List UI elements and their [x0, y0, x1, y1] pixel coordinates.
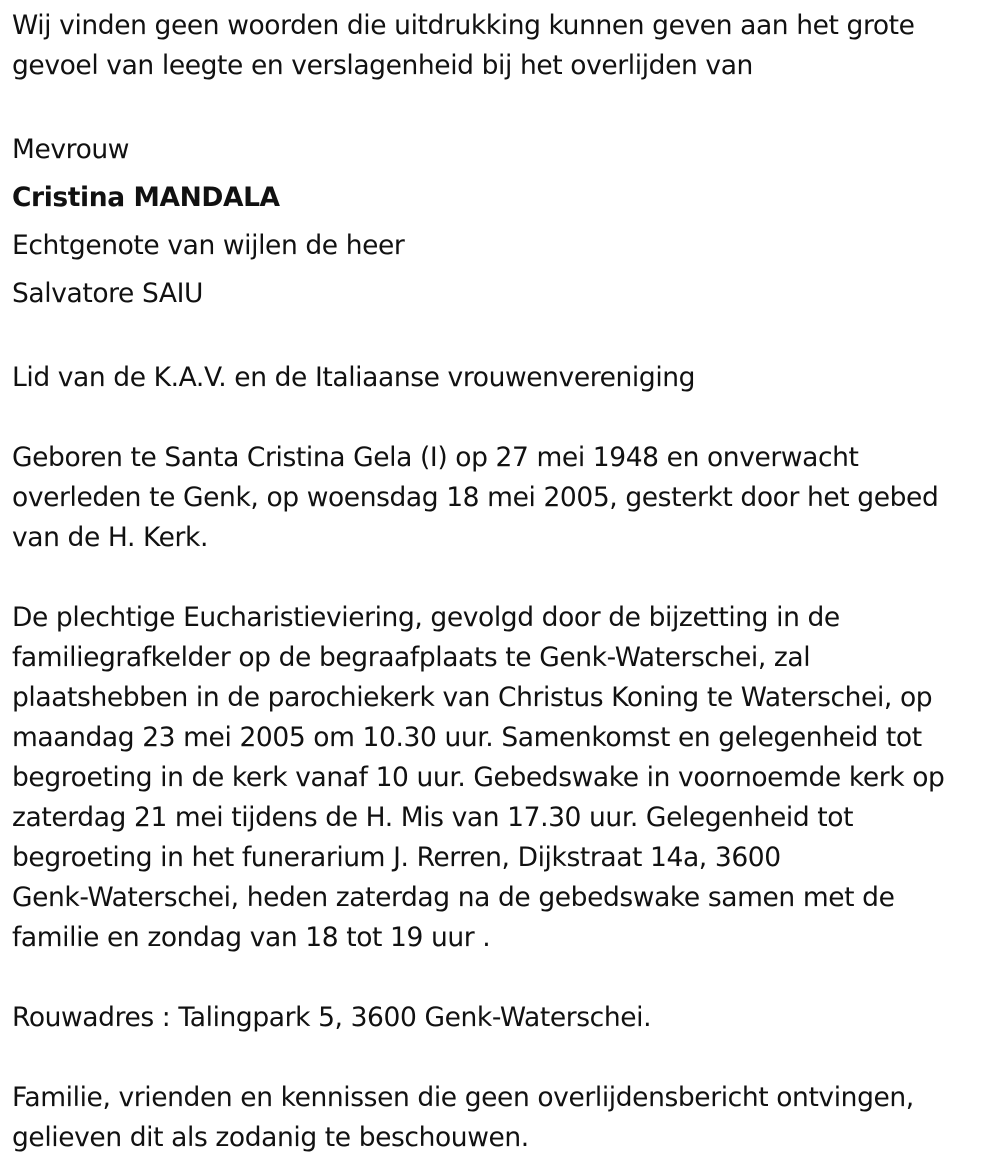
ceremony-line: zaterdag 21 mei tijdens de H. Mis van 17.30 uur. Gelegenheid tot — [12, 802, 854, 833]
spacer — [12, 86, 988, 126]
spouse-name: Salvatore SAIU — [12, 278, 204, 309]
intro-line: Wij vinden geen woorden die uitdrukking kunnen geven aan het grote — [12, 10, 915, 41]
birth-death-line: Geboren te Santa Cristina Gela (I) op 27 mei 1948 en onverwacht — [12, 442, 859, 473]
spacer — [12, 958, 988, 998]
closing-paragraph — [12, 1078, 988, 1158]
spacer — [12, 398, 988, 438]
membership-text: Lid van de K.A.V. en de Italiaanse vrouwenvereniging — [12, 362, 696, 393]
mourning-address: Rouwadres : Talingpark 5, 3600 Genk-Waterschei. — [12, 1002, 652, 1033]
deceased-block — [12, 126, 988, 318]
intro-paragraph — [12, 6, 988, 86]
relation-text: Echtgenote van wijlen de heer — [12, 230, 405, 261]
ceremony-line: familie en zondag van 18 tot 19 uur . — [12, 922, 491, 953]
birth-death-line: overleden te Genk, op woensdag 18 mei 2005, gesterkt door het gebed — [12, 482, 939, 513]
birth-death-paragraph — [12, 438, 988, 558]
ceremony-line: begroeting in het funerarium J. Rerren, Dijkstraat 14a, 3600 — [12, 842, 781, 873]
ceremony-line: plaatshebben in de parochiekerk van Christus Koning te Waterschei, op — [12, 682, 933, 713]
spacer — [12, 558, 988, 598]
ceremony-line: maandag 23 mei 2005 om 10.30 uur. Samenkomst en gelegenheid tot — [12, 722, 922, 753]
ceremony-line: De plechtige Eucharistieviering, gevolgd door de bijzetting in de — [12, 602, 840, 633]
ceremony-line: Genk-Waterschei, heden zaterdag na de gebedswake samen met de — [12, 882, 895, 913]
closing-line: gelieven dit als zodanig te beschouwen. — [12, 1122, 529, 1153]
ceremony-paragraph — [12, 598, 988, 958]
ceremony-line: familiegrafkelder op de begraafplaats te Genk-Waterschei, zal — [12, 642, 811, 673]
birth-death-line: van de H. Kerk. — [12, 522, 209, 553]
spacer — [12, 318, 988, 358]
deceased-name: Cristina MANDALA — [12, 182, 280, 213]
ceremony-line: begroeting in de kerk vanaf 10 uur. Gebedswake in voornoemde kerk op — [12, 762, 945, 793]
spacer — [12, 1038, 988, 1078]
intro-line: gevoel van leegte en verslagenheid bij het overlijden van — [12, 50, 753, 81]
salutation: Mevrouw — [12, 134, 130, 165]
closing-line: Familie, vrienden en kennissen die geen overlijdensbericht ontvingen, — [12, 1082, 914, 1113]
